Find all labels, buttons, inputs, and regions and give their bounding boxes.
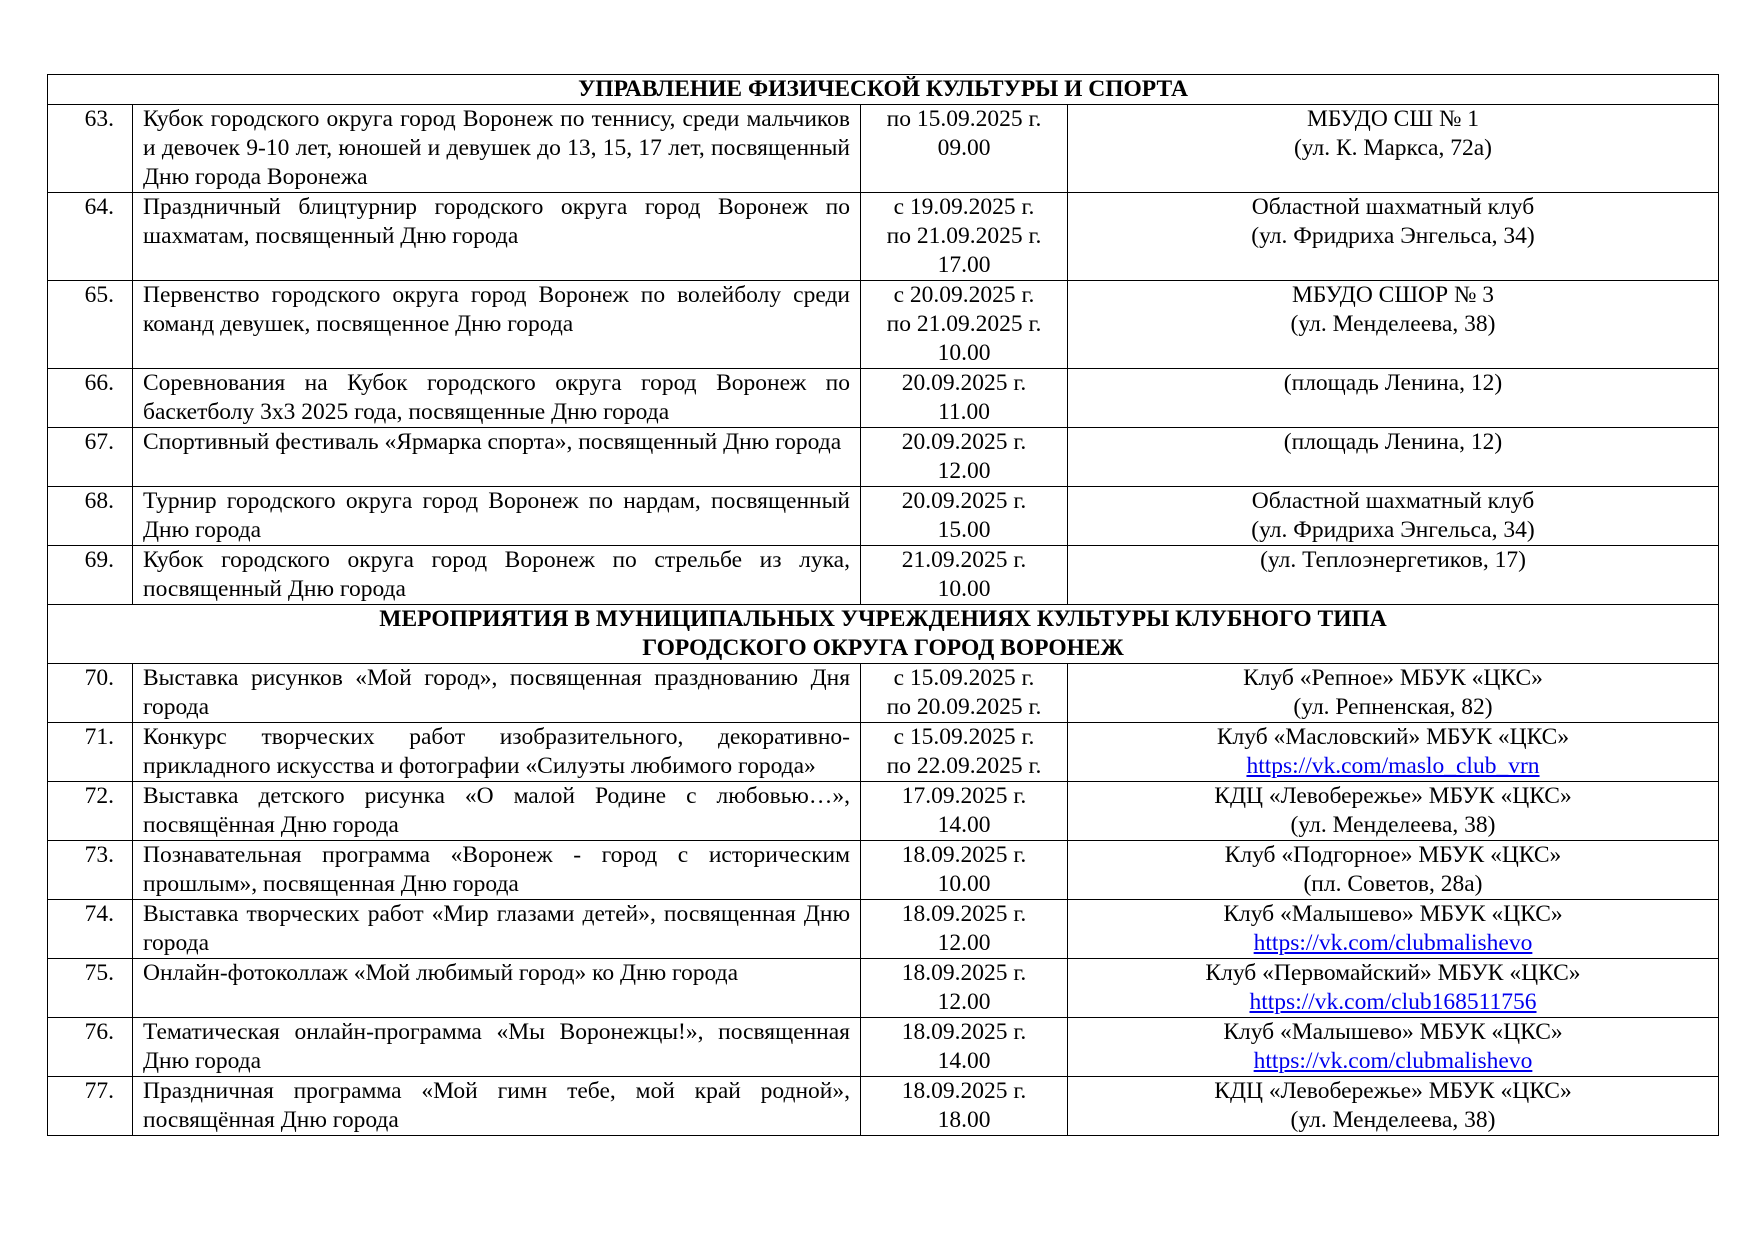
event-venue	[1068, 723, 1719, 782]
event-date-line: 18.09.2025 г.	[901, 901, 1027, 927]
event-date-line: 20.09.2025 г.	[901, 429, 1027, 455]
venue-link[interactable]: https://vk.com/clubmalishevo	[1253, 930, 1533, 956]
event-name: Тематическая онлайн-программа «Мы Воронежцы!», посвященная Дню города	[133, 1018, 861, 1077]
event-name: Конкурс творческих работ изобразительного, декоративно-прикладного искусства и фотографии «Силуэты любимого города»	[133, 723, 861, 782]
event-date	[861, 428, 1068, 487]
event-date	[861, 900, 1068, 959]
venue-line: Клуб «Малышево» МБУК «ЦКС»	[1223, 1019, 1563, 1045]
event-date-line: по 21.09.2025 г.	[886, 311, 1042, 337]
event-date-line: 18.09.2025 г.	[901, 1019, 1027, 1045]
section-title-line: УПРАВЛЕНИЕ ФИЗИЧЕСКОЙ КУЛЬТУРЫ И СПОРТА	[578, 76, 1188, 102]
event-number: 71.	[48, 723, 133, 782]
event-number: 63.	[48, 105, 133, 193]
event-number: 75.	[48, 959, 133, 1018]
event-row	[48, 723, 1719, 782]
event-date-line: 20.09.2025 г.	[901, 488, 1027, 514]
venue-line: Клуб «Масловский» МБУК «ЦКС»	[1216, 724, 1570, 750]
event-number: 74.	[48, 900, 133, 959]
venue-line: КДЦ «Левобережье» МБУК «ЦКС»	[1214, 1078, 1572, 1104]
event-name: Выставка творческих работ «Мир глазами детей», посвященная Дню города	[133, 900, 861, 959]
venue-link[interactable]: https://vk.com/clubmalishevo	[1253, 1048, 1533, 1074]
venue-line: (ул. Фридриха Энгельса, 34)	[1251, 223, 1535, 249]
event-venue	[1068, 782, 1719, 841]
event-row	[48, 369, 1719, 428]
event-date-line: 18.09.2025 г.	[901, 960, 1027, 986]
event-number: 66.	[48, 369, 133, 428]
event-venue	[1068, 900, 1719, 959]
event-name: Выставка рисунков «Мой город», посвященная празднованию Дня города	[133, 664, 861, 723]
section-title-line: ГОРОДСКОГО ОКРУГА ГОРОД ВОРОНЕЖ	[642, 635, 1124, 661]
event-date-line: с 15.09.2025 г.	[893, 665, 1035, 691]
event-date	[861, 1018, 1068, 1077]
venue-link[interactable]: https://vk.com/club168511756	[1249, 989, 1537, 1015]
event-row	[48, 105, 1719, 193]
event-date-line: 10.00	[937, 576, 991, 602]
event-number: 73.	[48, 841, 133, 900]
event-date-line: 11.00	[937, 399, 990, 425]
venue-line: (ул. Фридриха Энгельса, 34)	[1251, 517, 1535, 543]
venue-line: (пл. Советов, 28а)	[1303, 871, 1483, 897]
event-name: Праздничный блицтурнир городского округа город Воронеж по шахматам, посвященный Дню города	[133, 193, 861, 281]
venue-link[interactable]: https://vk.com/maslo_club_vrn	[1246, 753, 1540, 779]
event-date-line: по 15.09.2025 г.	[886, 106, 1042, 132]
event-number: 70.	[48, 664, 133, 723]
section-header-row	[48, 605, 1719, 664]
venue-line: МБУДО СШ № 1	[1306, 106, 1479, 132]
event-venue	[1068, 546, 1719, 605]
event-row	[48, 841, 1719, 900]
event-date-line: 12.00	[937, 458, 991, 484]
event-date-line: 17.09.2025 г.	[901, 783, 1027, 809]
event-date-line: 18.09.2025 г.	[901, 842, 1027, 868]
event-name: Соревнования на Кубок городского округа город Воронеж по баскетболу 3х3 2025 года, посвященные Дню города	[133, 369, 861, 428]
event-date	[861, 841, 1068, 900]
event-number: 67.	[48, 428, 133, 487]
event-name: Праздничная программа «Мой гимн тебе, мой край родной», посвящённая Дню города	[133, 1077, 861, 1136]
venue-line: (ул. К. Маркса, 72а)	[1293, 135, 1492, 161]
event-date-line: по 21.09.2025 г.	[886, 223, 1042, 249]
event-row	[48, 664, 1719, 723]
event-row	[48, 1077, 1719, 1136]
event-date	[861, 723, 1068, 782]
event-row	[48, 900, 1719, 959]
event-date-line: 17.00	[937, 252, 991, 278]
venue-line: Областной шахматный клуб	[1251, 194, 1535, 220]
event-number: 68.	[48, 487, 133, 546]
section-title	[48, 605, 1719, 664]
event-date-line: 10.00	[937, 871, 991, 897]
event-venue	[1068, 193, 1719, 281]
event-row	[48, 782, 1719, 841]
event-row	[48, 193, 1719, 281]
event-date-line: с 19.09.2025 г.	[893, 194, 1035, 220]
event-date-line: 20.09.2025 г.	[901, 370, 1027, 396]
document-page	[47, 74, 1718, 1136]
event-date-line: 09.00	[937, 135, 991, 161]
event-row	[48, 428, 1719, 487]
venue-line: КДЦ «Левобережье» МБУК «ЦКС»	[1214, 783, 1572, 809]
venue-line: (ул. Репненская, 82)	[1293, 694, 1493, 720]
event-number: 77.	[48, 1077, 133, 1136]
event-date-line: с 20.09.2025 г.	[893, 282, 1035, 308]
event-row	[48, 1018, 1719, 1077]
event-date-line: 12.00	[937, 989, 991, 1015]
event-date	[861, 664, 1068, 723]
event-number: 64.	[48, 193, 133, 281]
event-date-line: 10.00	[937, 340, 991, 366]
event-venue	[1068, 105, 1719, 193]
event-date	[861, 782, 1068, 841]
event-number: 65.	[48, 281, 133, 369]
event-date-line: с 15.09.2025 г.	[893, 724, 1035, 750]
event-name: Познавательная программа «Воронеж - город с историческим прошлым», посвященная Дню города	[133, 841, 861, 900]
venue-line: (ул. Менделеева, 38)	[1290, 311, 1496, 337]
events-table	[47, 74, 1719, 1136]
event-date	[861, 369, 1068, 428]
event-date-line: по 20.09.2025 г.	[886, 694, 1042, 720]
event-name: Спортивный фестиваль «Ярмарка спорта», посвященный Дню города	[133, 428, 861, 487]
event-date-line: 21.09.2025 г.	[901, 547, 1027, 573]
event-name: Турнир городского округа город Воронеж по нардам, посвященный Дню города	[133, 487, 861, 546]
section-title-line: МЕРОПРИЯТИЯ В МУНИЦИПАЛЬНЫХ УЧРЕЖДЕНИЯХ КУЛЬТУРЫ КЛУБНОГО ТИПА	[379, 606, 1387, 632]
venue-line: Клуб «Подгорное» МБУК «ЦКС»	[1224, 842, 1562, 868]
event-date	[861, 281, 1068, 369]
event-date	[861, 487, 1068, 546]
venue-line: (ул. Менделеева, 38)	[1290, 812, 1496, 838]
event-date-line: 18.00	[937, 1107, 991, 1133]
event-date-line: 12.00	[937, 930, 991, 956]
event-date-line: по 22.09.2025 г.	[886, 753, 1042, 779]
event-name: Кубок городского округа город Воронеж по стрельбе из лука, посвященный Дню города	[133, 546, 861, 605]
section-header-row	[48, 75, 1719, 105]
venue-line: МБУДО СШОР № 3	[1291, 282, 1495, 308]
event-name: Кубок городского округа город Воронеж по теннису, среди мальчиков и девочек 9-10 лет, юношей и девушек до 13, 15, 17 лет, посвященный Дню города Воронежа	[133, 105, 861, 193]
event-name: Первенство городского округа город Воронеж по волейболу среди команд девушек, посвященное Дню города	[133, 281, 861, 369]
event-name: Выставка детского рисунка «О малой Родине с любовью…», посвящённая Дню города	[133, 782, 861, 841]
venue-line: (ул. Менделеева, 38)	[1290, 1107, 1496, 1133]
venue-line: (площадь Ленина, 12)	[1283, 429, 1503, 455]
event-row	[48, 959, 1719, 1018]
event-number: 69.	[48, 546, 133, 605]
event-row	[48, 487, 1719, 546]
event-date-line: 14.00	[937, 1048, 991, 1074]
event-date	[861, 105, 1068, 193]
event-date	[861, 1077, 1068, 1136]
venue-line: (ул. Теплоэнергетиков, 17)	[1260, 547, 1526, 573]
event-row	[48, 281, 1719, 369]
event-venue	[1068, 428, 1719, 487]
event-name: Онлайн-фотоколлаж «Мой любимый город» ко Дню города	[133, 959, 861, 1018]
event-venue	[1068, 487, 1719, 546]
event-date	[861, 193, 1068, 281]
venue-line: Областной шахматный клуб	[1251, 488, 1535, 514]
venue-line: (площадь Ленина, 12)	[1283, 370, 1503, 396]
event-venue	[1068, 1077, 1719, 1136]
event-venue	[1068, 841, 1719, 900]
event-number: 72.	[48, 782, 133, 841]
events-table-body	[48, 75, 1719, 1136]
event-venue	[1068, 281, 1719, 369]
event-venue	[1068, 1018, 1719, 1077]
event-number: 76.	[48, 1018, 133, 1077]
venue-line: Клуб «Репное» МБУК «ЦКС»	[1243, 665, 1543, 691]
event-date-line: 18.09.2025 г.	[901, 1078, 1027, 1104]
venue-line: Клуб «Первомайский» МБУК «ЦКС»	[1205, 960, 1581, 986]
event-row	[48, 546, 1719, 605]
venue-line: Клуб «Малышево» МБУК «ЦКС»	[1223, 901, 1563, 927]
event-date	[861, 546, 1068, 605]
event-date-line: 14.00	[937, 812, 991, 838]
event-venue	[1068, 959, 1719, 1018]
event-venue	[1068, 369, 1719, 428]
event-venue	[1068, 664, 1719, 723]
event-date	[861, 959, 1068, 1018]
event-date-line: 15.00	[937, 517, 991, 543]
section-title	[48, 75, 1719, 105]
